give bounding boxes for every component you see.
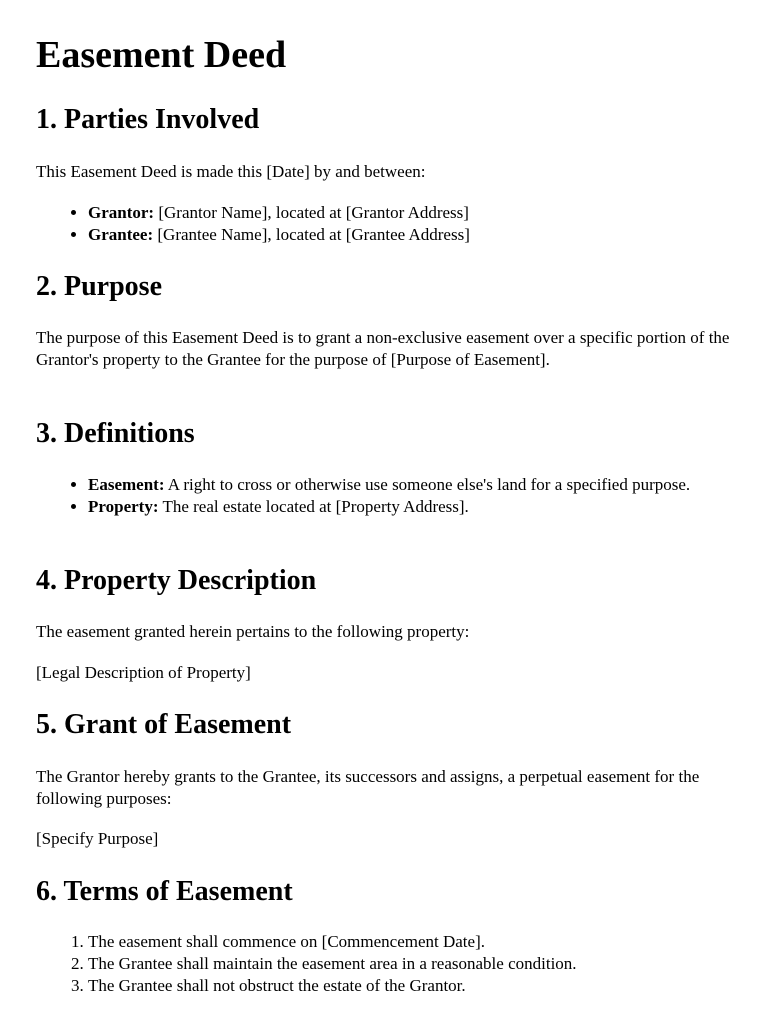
list-item bbox=[88, 202, 736, 224]
list-item: 3. The Grantee shall not obstruct the estate of the Grantor. bbox=[88, 975, 736, 997]
list-item bbox=[88, 224, 736, 246]
term-text: [Grantor Name], located at [Grantor Address] bbox=[154, 203, 469, 222]
section-heading-property-description: 4. Property Description bbox=[36, 565, 317, 596]
term-label: Grantor: bbox=[88, 203, 155, 222]
parties-list bbox=[36, 202, 736, 246]
term-text: [Grantee Name], located at [Grantee Address] bbox=[153, 225, 470, 244]
section-heading-definitions: 3. Definitions bbox=[36, 418, 195, 449]
definitions-list bbox=[36, 474, 736, 518]
list-item bbox=[88, 474, 736, 496]
section-heading-terms: 6. Terms of Easement bbox=[36, 876, 293, 907]
legal-description-placeholder: [Legal Description of Property] bbox=[36, 663, 251, 682]
parties-intro: This Easement Deed is made this [Date] by and between: bbox=[36, 162, 426, 181]
list-item: 2. The Grantee shall maintain the easement area in a reasonable condition. bbox=[88, 953, 736, 975]
specify-purpose-placeholder: [Specify Purpose] bbox=[36, 829, 159, 848]
section-heading-parties: 1. Parties Involved bbox=[36, 104, 260, 135]
document-title: Easement Deed bbox=[36, 34, 287, 76]
section-heading-grant: 5. Grant of Easement bbox=[36, 709, 292, 740]
purpose-text: The purpose of this Easement Deed is to grant a non-exclusive easement over a specific portion of the Grantor's property to the Grantee for the purpose of [Purpose of Easement]. bbox=[36, 328, 730, 369]
property-description-text: The easement granted herein pertains to the following property: bbox=[36, 622, 470, 641]
grant-text: The Grantor hereby grants to the Grantee, its successors and assigns, a perpetual easement for the following purposes: bbox=[36, 767, 700, 808]
list-item: 1. The easement shall commence on [Commencement Date]. bbox=[88, 931, 736, 953]
section-heading-purpose: 2. Purpose bbox=[36, 271, 162, 302]
term-label: Easement: bbox=[88, 475, 165, 494]
term-text: The real estate located at [Property Address]. bbox=[158, 497, 469, 516]
terms-list bbox=[36, 931, 736, 997]
list-item bbox=[88, 496, 736, 518]
term-label: Property: bbox=[88, 497, 159, 516]
term-text: A right to cross or otherwise use someone else's land for a specified purpose. bbox=[164, 475, 691, 494]
term-label: Grantee: bbox=[88, 225, 154, 244]
